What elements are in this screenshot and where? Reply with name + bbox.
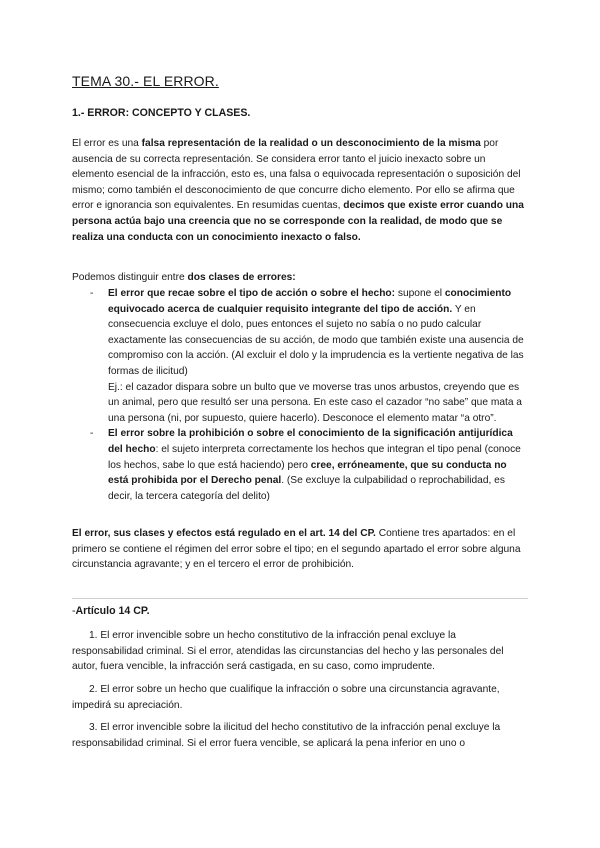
bold-run: conocimiento equivocado acerca de cualquier requisito integrante del tipo de acción.	[108, 288, 512, 315]
list-bullet: -	[90, 428, 94, 440]
document-title: TEMA 30.- EL ERROR.	[72, 73, 219, 89]
text-run: . (Se excluye la culpabilidad o reprochabilidad, es decir, la tercera categoría del delito)	[108, 475, 505, 502]
list-bullet: -	[90, 288, 94, 299]
error-classes-list	[72, 286, 528, 504]
document-page	[72, 72, 528, 749]
article-title: Artículo 14 CP.	[75, 605, 150, 617]
paragraph-regulation	[72, 526, 528, 573]
text-run: Y en consecuencia excluye el dolo, pues entonces el sujeto no sabía o no pudo calcular exactamente las consecuencias de su acción, de modo que también existe una ausencia de compromiso con la acción. (Al excluir el dolo y la imprudencia es la vertiente negativa de las formas de ilicitud)	[108, 303, 524, 377]
text-run: por ausencia de su correcta representación. Se considera error tanto el juicio inexacto sobre un elemento esencial de la infracción, esto es, una falsa o equivocada representación o suposición del mismo; como también el desconocimiento de que concurre dicho elemento. Por ello se afirma que error e ignorancia son equivalentes. En resumidas cuentas,	[72, 138, 521, 212]
bold-run: falsa representación de la realidad o un desconocimiento de la misma	[141, 138, 481, 149]
article-dash: -	[72, 605, 76, 617]
article-paragraph-3: 3. El error invencible sobre la ilicitud del hecho constitutivo de la infracción penal excluye la responsabilidad criminal. Si el error fuera vencible, se aplicará la pena inferior en uno o	[72, 722, 501, 749]
article-heading	[72, 604, 150, 619]
list-item	[72, 286, 528, 426]
text-run: supone el	[395, 288, 445, 299]
text-run: Podemos distinguir entre	[72, 272, 188, 283]
horizontal-divider	[72, 598, 528, 599]
bold-run: decimos que existe error cuando una persona actúa bajo una creencia que no se corresponde con la realidad, de modo que se realiza una conducta con un conocimiento inexacto o falso.	[72, 200, 524, 243]
paragraph-classes-intro	[72, 270, 528, 286]
bold-run: El error que recae sobre el tipo de acción o sobre el hecho:	[108, 288, 396, 299]
bold-run: dos clases de errores:	[187, 272, 296, 283]
section-heading: 1.- ERROR: CONCEPTO Y CLASES.	[72, 107, 251, 119]
text-run: : el sujeto interpreta correctamente los hechos que integran el tipo penal (conoce los hechos, sabe lo que está haciendo) pero	[108, 443, 521, 471]
text-run: Contiene tres apartados: en el primero se contiene el régimen del error sobre el tipo; en el segundo apartado el error sobre alguna circunstancia agravante; y en el tercero el error de prohibición.	[72, 528, 521, 571]
bold-run: El error, sus clases y efectos está regulado en el art. 14 del CP.	[72, 528, 376, 539]
text-run: El error es una	[72, 138, 142, 149]
bold-run: cree, erróneamente, que su conducta no está prohibida por el Derecho penal	[108, 459, 507, 487]
bold-run: El error sobre la prohibición o sobre el conocimiento de la significación antijurídica del hecho	[108, 428, 513, 455]
example-text: Ej.: el cazador dispara sobre un bulto que ve moverse tras unos arbustos, creyendo que es un animal, pero que resultó ser una persona. En este caso el cazador “no sabe” que mata a una persona (ni, por supuesto, quiere hacerlo). Desconoce el elemento matar “a otro”.	[108, 381, 522, 424]
article-paragraph-2: 2. El error sobre un hecho que cualifique la infracción o sobre una circunstancia agravante, impedirá su apreciación.	[72, 684, 500, 711]
list-item	[72, 426, 528, 504]
paragraph-definition	[72, 136, 528, 245]
article-paragraph-1: 1. El error invencible sobre un hecho constitutivo de la infracción penal excluye la responsabilidad criminal. Si el error, atendidas las circunstancias del hecho y las personales del autor, fuera vencible, la infracción será castigada, en su caso, como imprudente.	[72, 630, 504, 673]
